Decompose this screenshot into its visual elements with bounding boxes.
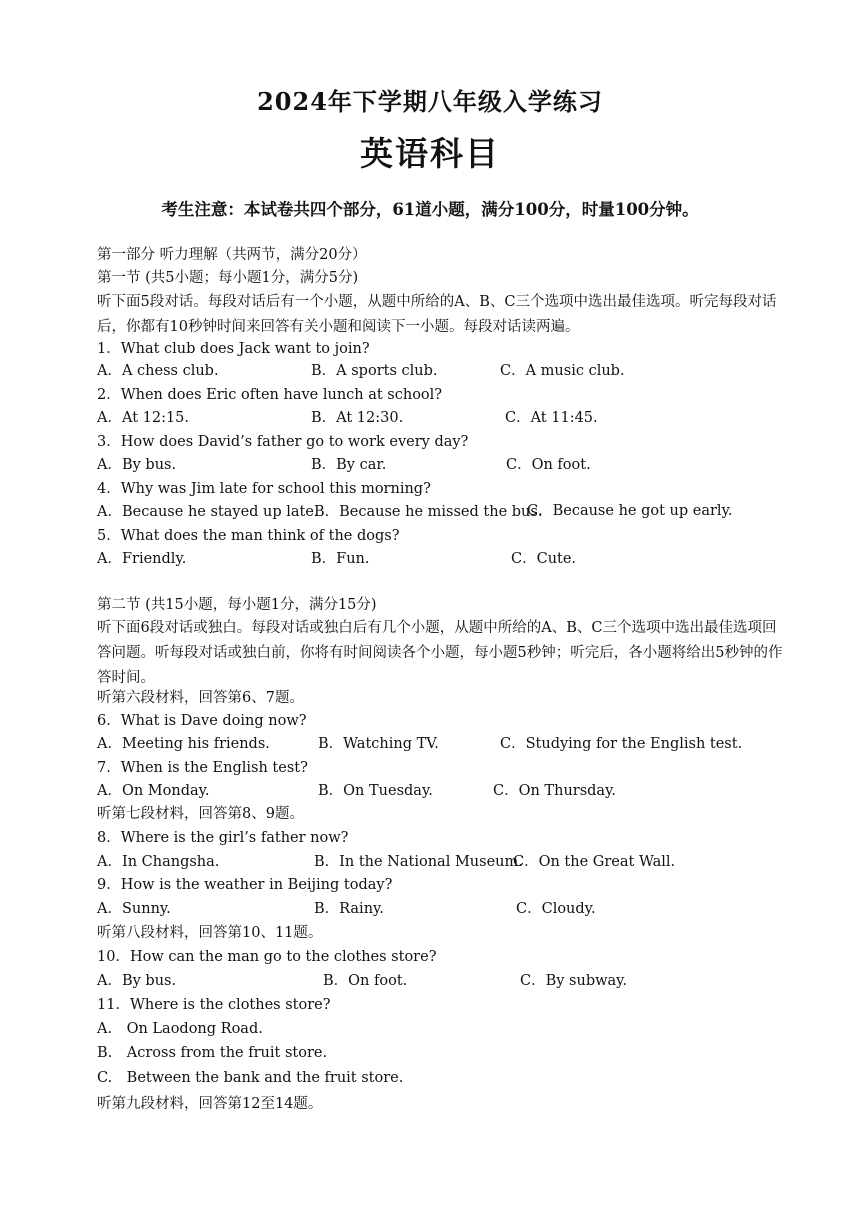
question-6: 6．What is Dave doing now? xyxy=(97,713,307,729)
section1-heading: 第一节 (共5小题；每小题1分，满分5分) xyxy=(97,270,359,286)
q1-option-b: B．A sports club. xyxy=(311,363,438,379)
q8-option-c: C．On the Great Wall. xyxy=(513,854,676,870)
question-8: 8．Where is the girl’s father now? xyxy=(97,830,349,846)
section1-instructions: 听下面5段对话。每段对话后有一个小题，从题中所给的A、B、C三个选项中选出最佳选项。听完每段对话后，你都有10秒钟时间来回答有关小题和阅读下一小题。每段对话读两遍。 xyxy=(97,294,777,335)
q8-option-b: B．In the National Museum. xyxy=(314,854,523,870)
question-10: 10．How can the man go to the clothes store? xyxy=(97,949,437,965)
material-7-note: 听第七段材料，回答第8、9题。 xyxy=(97,806,304,822)
q3-option-b: B．By car. xyxy=(311,457,387,473)
q11-option-c: C. Between the bank and the fruit store. xyxy=(97,1070,404,1086)
subject-title: 英语科目 xyxy=(360,134,500,173)
q4-option-b: B．Because he missed the bus. xyxy=(314,504,543,520)
q11-option-b: B. Across from the fruit store. xyxy=(97,1045,328,1061)
q2-option-c: C．At 11:45. xyxy=(505,410,598,426)
q5-option-b: B．Fun. xyxy=(311,551,370,567)
q6-option-a: A．Meeting his friends. xyxy=(97,736,270,752)
section2-instructions: 听下面6段对话或独白。每段对话或独白后有几个小题，从题中所给的A、B、C三个选项中选出最佳选项回答问题。听每段对话或独白前，你将有时间阅读各个小题，每小题5秒钟；听完后，各小题将给出5秒钟的作答时间。 xyxy=(97,620,783,686)
q9-option-c: C．Cloudy. xyxy=(516,901,596,917)
part1-heading: 第一部分 听力理解（共两节，满分20分） xyxy=(97,247,367,263)
q7-option-b: B．On Tuesday. xyxy=(318,783,433,799)
q3-option-a: A．By bus. xyxy=(97,457,177,473)
exam-title: 2024年下学期八年级入学练习 xyxy=(257,87,603,116)
question-5: 5．What does the man think of the dogs? xyxy=(97,528,400,544)
material-8-note: 听第八段材料，回答第10、11题。 xyxy=(97,925,323,941)
q7-option-a: A．On Monday. xyxy=(97,783,210,799)
question-7: 7．When is the English test? xyxy=(97,760,308,776)
material-9-note: 听第九段材料，回答第12至14题。 xyxy=(97,1096,323,1112)
q10-option-c: C．By subway. xyxy=(520,973,628,989)
q10-option-b: B．On foot. xyxy=(323,973,408,989)
q10-option-a: A．By bus. xyxy=(97,973,177,989)
q9-option-b: B．Rainy. xyxy=(314,901,384,917)
q8-option-a: A．In Changsha. xyxy=(97,854,220,870)
q9-option-a: A．Sunny. xyxy=(97,901,171,917)
q6-option-c: C．Studying for the English test. xyxy=(500,736,743,752)
question-1: 1．What club does Jack want to join? xyxy=(97,341,370,357)
q2-option-b: B．At 12:30. xyxy=(311,410,404,426)
q1-option-a: A．A chess club. xyxy=(97,363,219,379)
q4-option-c: C．Because he got up early. xyxy=(527,503,733,519)
question-2: 2．When does Eric often have lunch at school? xyxy=(97,387,443,403)
section2-heading: 第二节 (共15小题，每小题1分，满分15分) xyxy=(97,597,377,613)
q5-option-a: A．Friendly. xyxy=(97,551,187,567)
exam-notice: 考生注意：本试卷共四个部分，61道小题，满分100分，时量100分钟。 xyxy=(161,200,699,219)
q2-option-a: A．At 12:15. xyxy=(97,410,190,426)
q7-option-c: C．On Thursday. xyxy=(493,783,616,799)
q4-option-a: A．Because he stayed up late. xyxy=(97,504,319,520)
q1-option-c: C．A music club. xyxy=(500,363,625,379)
question-9: 9．How is the weather in Beijing today? xyxy=(97,877,393,893)
question-4: 4．Why was Jim late for school this morning? xyxy=(97,481,431,497)
question-11: 11．Where is the clothes store? xyxy=(97,997,331,1013)
material-6-note: 听第六段材料，回答第6、7题。 xyxy=(97,690,304,706)
q5-option-c: C．Cute. xyxy=(511,551,577,567)
question-3: 3．How does David’s father go to work every day? xyxy=(97,434,469,450)
q3-option-c: C．On foot. xyxy=(506,457,591,473)
q6-option-b: B．Watching TV. xyxy=(318,736,439,752)
q11-option-a: A. On Laodong Road. xyxy=(97,1021,263,1037)
